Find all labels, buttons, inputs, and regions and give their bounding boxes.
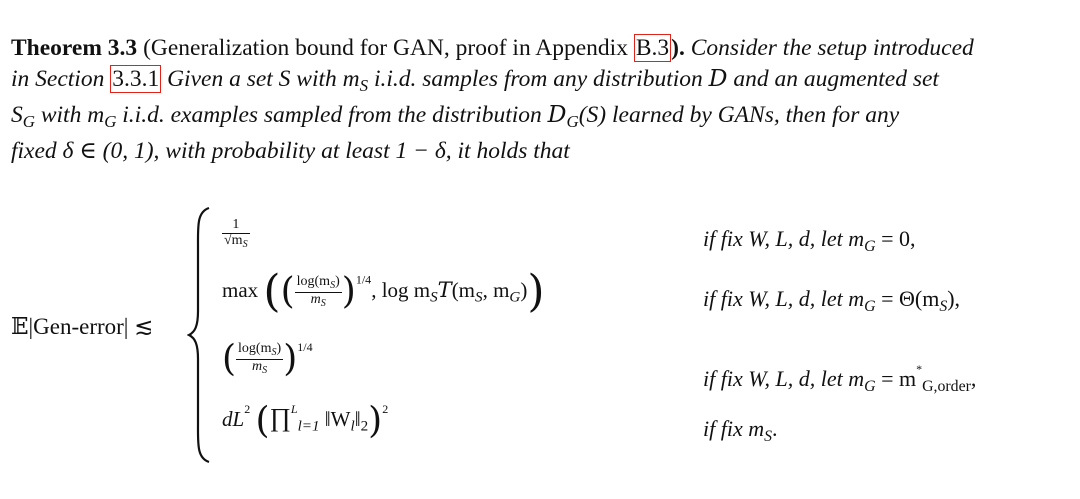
theorem-text: i.i.d. examples sampled from the distribution <box>116 102 548 129</box>
case-4-condition <box>703 416 778 446</box>
condition-text: if fix W, L, d, let m <box>703 366 865 392</box>
condition-text: if fix W, L, d, let m <box>703 226 865 251</box>
theorem-title: (Generalization bound for GAN, proof in Appendix <box>137 35 634 61</box>
subscript: S <box>320 297 326 309</box>
case-1-expression <box>222 218 250 250</box>
section-link[interactable]: 3.3.1 <box>112 65 160 92</box>
condition-value: ), <box>947 286 961 311</box>
exponent: 1/4 <box>297 340 313 354</box>
case-2-condition <box>703 286 960 316</box>
expr-text: , log m <box>371 277 431 302</box>
theorem-text: and an augmented set <box>727 65 939 92</box>
case-4-expression: $dL^2$ (∏$^L_{l=1}$ $‖W_l‖_2)^2$ <box>222 400 389 442</box>
fraction-denominator: m <box>310 291 321 307</box>
theorem-paragraph <box>11 34 1071 166</box>
max-operator: max <box>222 277 259 302</box>
calligraphic-d: D <box>708 63 728 92</box>
norm-expression: ‖W <box>324 407 351 432</box>
exponent: 1/4 <box>355 272 372 287</box>
calligraphic-t: T <box>437 277 452 302</box>
expr-text: (m <box>451 277 476 302</box>
theorem-line-2 <box>11 64 1071 101</box>
norm-expression: ‖ <box>354 407 361 432</box>
condition-value: . <box>772 416 778 441</box>
case-2-expression: max (( $\frac{\log(m_S)}{m_S}$ )$^{1/4}$, $\log m_ST(m_S$, $m_G$)) <box>222 266 545 317</box>
expr-text: dL <box>222 407 245 432</box>
theorem-text: (S) learned by GANs, then for any <box>578 102 900 129</box>
subscript: G <box>104 112 117 132</box>
condition-text: if fix W, L, d, let m <box>703 286 865 311</box>
case-1-condition <box>703 226 916 256</box>
theorem-text: in Section <box>11 65 111 92</box>
product-operator: ∏ <box>269 403 291 433</box>
condition-value: , <box>970 366 977 392</box>
theorem-line-3 <box>11 100 1071 137</box>
subscript: S <box>764 427 773 445</box>
fraction-denominator: m <box>252 358 263 374</box>
subscript: G <box>22 112 35 132</box>
subscript: S <box>262 364 268 376</box>
subscript: G <box>509 289 521 306</box>
exponent: 2 <box>244 402 251 416</box>
condition-text: if fix m <box>703 416 765 441</box>
appendix-link[interactable]: B.3 <box>635 35 670 61</box>
subscript: S <box>359 75 369 95</box>
theorem-text: Given a set S with m <box>161 65 360 92</box>
theorem-text: with m <box>34 102 105 129</box>
expr-text: , m <box>482 277 510 302</box>
theorem-text: S <box>11 102 23 129</box>
theorem-text: i.i.d. samples from any distribution <box>368 65 709 92</box>
calligraphic-d: D <box>547 100 567 129</box>
subscript: S <box>330 279 336 291</box>
subscript: 2 <box>360 418 369 435</box>
theorem-line-4: fixed δ ∈ (0, 1), with probability at least 1 − δ, it holds that <box>11 137 570 164</box>
subscript: S <box>271 347 277 359</box>
condition-value: = Θ(m <box>875 286 940 311</box>
subscript: G <box>566 112 579 132</box>
subscript: S <box>939 297 948 315</box>
subscript: G <box>864 297 876 315</box>
subscript: l=1 <box>297 418 320 435</box>
theorem-label: Theorem 3.3 <box>11 35 138 61</box>
subscript: S <box>475 289 483 306</box>
theorem-text: Consider the setup introduced <box>684 35 974 61</box>
fraction-numerator: log(m <box>238 341 272 357</box>
superscript: * <box>916 362 923 376</box>
expr-text: ) <box>520 277 528 302</box>
subscript: G <box>864 377 876 395</box>
case-3-condition <box>703 362 976 396</box>
subscript: S <box>242 238 248 250</box>
exponent: 2 <box>382 402 389 416</box>
condition-value: = 0, <box>875 226 916 251</box>
fraction-numerator: 1 <box>222 218 250 234</box>
case-3-expression: ( $\frac{\log(m_S)}{m_S}$ )$^{1/4}$ <box>222 338 313 380</box>
fraction-numerator: log(m <box>296 273 331 289</box>
subscript: l <box>350 418 355 435</box>
theorem-line-1 <box>11 34 1071 64</box>
theorem-paren-close: ). <box>671 35 685 61</box>
fraction-denominator: √m <box>224 232 243 248</box>
subscript: G,order <box>922 377 971 395</box>
condition-value: = m <box>875 366 917 392</box>
left-brace <box>187 206 213 464</box>
subscript: S <box>430 289 438 306</box>
subscript: G <box>864 237 876 255</box>
equation-lhs: 𝔼|Gen-error| ≲ <box>11 314 154 339</box>
superscript: L <box>290 402 298 416</box>
